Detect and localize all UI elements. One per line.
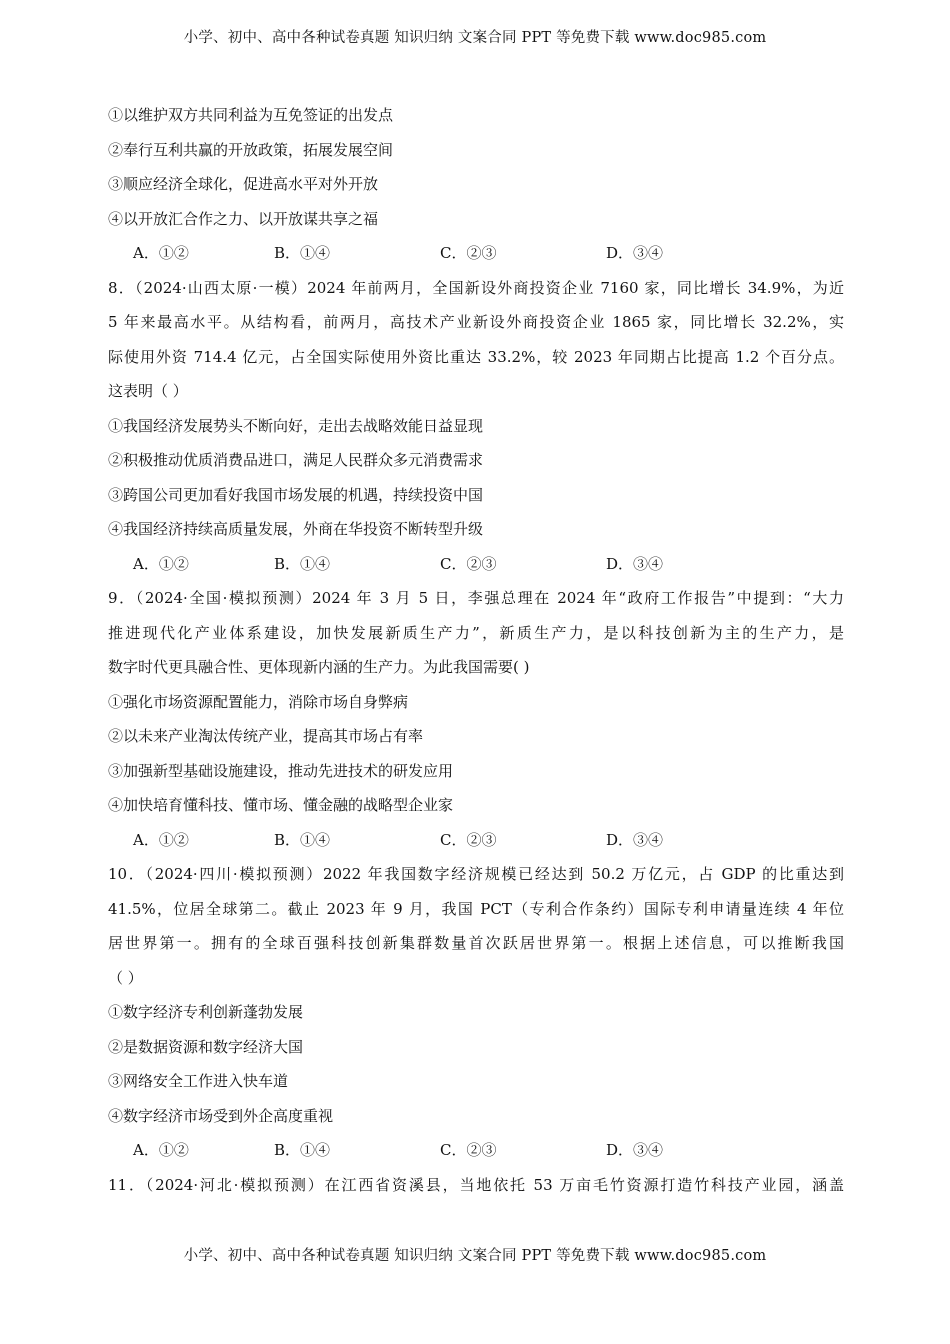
question-9	[108, 581, 844, 857]
option-a: A．①②	[133, 554, 189, 573]
option-d: D．③④	[606, 244, 664, 262]
question-text: 居世界第一。拥有的全球百强科技创新集群数量首次跃居世界第一。根据上述信息，可以推断我国	[108, 934, 844, 952]
option-b: B．①④	[274, 244, 331, 262]
question-8	[108, 271, 844, 582]
answer-options	[108, 1133, 844, 1168]
statement: ④加快培育懂科技、懂市场、懂金融的战略型企业家	[108, 796, 454, 814]
option-c: C．②③	[440, 554, 497, 573]
statement: ②以未来产业淘汰传统产业，提高其市场占有率	[108, 727, 424, 745]
statement: ④我国经济持续高质量发展，外商在华投资不断转型升级	[108, 520, 484, 538]
statement: ③加强新型基础设施建设，推动先进技术的研发应用	[108, 761, 454, 780]
option-b: B．①④	[274, 1141, 331, 1159]
answer-options	[108, 823, 844, 858]
option-a: A．①②	[133, 244, 189, 262]
page-footer: 小学、初中、高中各种试卷真题 知识归纳 文案合同 PPT 等免费下载 www.doc985.com	[183, 1248, 767, 1264]
statement: ①数字经济专利创新蓬勃发展	[108, 1003, 304, 1021]
option-c: C．②③	[440, 1141, 497, 1159]
statement: ③顺应经济全球化，促进高水平对外开放	[108, 175, 379, 193]
statement: ②积极推动优质消费品进口，满足人民群众多元消费需求	[108, 451, 484, 469]
question-text: 际使用外资 714.4 亿元，占全国实际使用外资比重达 33.2%，较 2023 年同期占比提高 1.2 个百分点。	[108, 347, 844, 366]
statement: ①以维护双方共同利益为互免签证的出发点	[108, 106, 394, 124]
question-11	[108, 1168, 844, 1203]
prev-question	[108, 98, 844, 271]
question-10	[108, 857, 844, 1168]
question-text: 推进现代化产业体系建设，加快发展新质生产力”，新质生产力，是以科技创新为主的生产力，是	[108, 623, 844, 642]
question-text: 8．（2024·山西太原·一模）2024 年前两月，全国新设外商投资企业 7160 家，同比增长 34.9%，为近	[108, 278, 844, 297]
question-text: 这表明（ ）	[108, 382, 188, 400]
question-text: 5 年来最高水平。从结构看，前两月，高技术产业新设外商投资企业 1865 家，同比增长 32.2%，实	[108, 313, 844, 331]
statement: ②奉行互利共赢的开放政策，拓展发展空间	[108, 140, 394, 159]
page-header: 小学、初中、高中各种试卷真题 知识归纳 文案合同 PPT 等免费下载 www.doc985.com	[183, 30, 767, 46]
statement: ①我国经济发展势头不断向好，走出去战略效能日益显现	[108, 416, 484, 435]
answer-options	[108, 547, 844, 582]
option-a: A．①②	[133, 1141, 189, 1159]
statement: ②是数据资源和数字经济大国	[108, 1037, 304, 1056]
question-text: 数字时代更具融合性、更体现新内涵的生产力。为此我国需要( )	[108, 658, 530, 676]
option-c: C．②③	[440, 244, 497, 262]
option-c: C．②③	[440, 830, 497, 849]
question-text: 41.5%，位居全球第二。截止 2023 年 9 月，我国 PCT（专利合作条约）国际专利申请量连续 4 年位	[108, 899, 844, 918]
option-b: B．①④	[274, 554, 331, 573]
exam-content	[108, 98, 844, 1202]
option-d: D．③④	[606, 830, 664, 849]
option-a: A．①②	[133, 830, 189, 849]
answer-options	[108, 236, 844, 271]
option-d: D．③④	[606, 554, 664, 573]
question-text: 10．（2024·四川·模拟预测）2022 年我国数字经济规模已经达到 50.2 万亿元，占 GDP 的比重达到	[108, 865, 844, 883]
statement: ①强化市场资源配置能力，消除市场自身弊病	[108, 692, 409, 711]
statement: ④数字经济市场受到外企高度重视	[108, 1106, 334, 1125]
question-text: 9．（2024·全国·模拟预测）2024 年 3 月 5 日，李强总理在 2024 年“政府工作报告”中提到：“大力	[108, 589, 844, 607]
statement: ③网络安全工作进入快车道	[108, 1072, 289, 1090]
question-text: （ ）	[108, 968, 143, 987]
option-b: B．①④	[274, 830, 331, 849]
statement: ④以开放汇合作之力、以开放谋共享之福	[108, 209, 379, 228]
statement: ③跨国公司更加看好我国市场发展的机遇，持续投资中国	[108, 485, 484, 504]
question-text: 11．（2024·河北·模拟预测）在江西省资溪县，当地依托 53 万亩毛竹资源打造竹科技产业园，涵盖	[108, 1175, 844, 1194]
option-d: D．③④	[606, 1141, 664, 1159]
